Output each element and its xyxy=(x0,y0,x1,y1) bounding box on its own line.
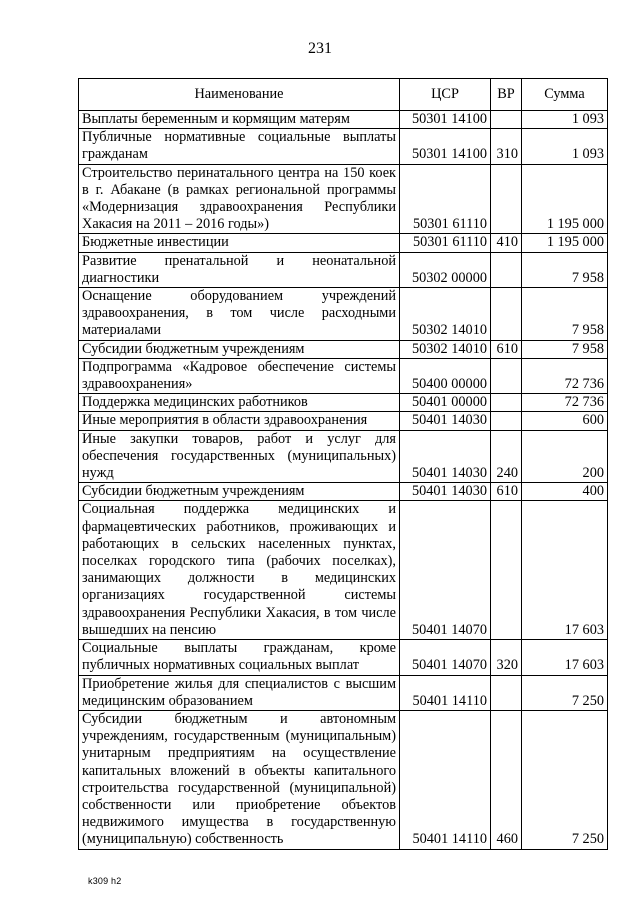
row-csr: 50401 00000 xyxy=(400,394,491,412)
row-vr xyxy=(491,394,522,412)
row-csr: 50302 14010 xyxy=(400,288,491,341)
table-row xyxy=(79,358,608,393)
row-csr: 50401 14110 xyxy=(400,710,491,849)
header-csr: ЦСР xyxy=(400,79,491,111)
row-sum: 400 xyxy=(522,483,608,501)
row-csr: 50401 14070 xyxy=(400,640,491,675)
row-vr: 410 xyxy=(491,234,522,252)
row-name: Приобретение жилья для специалистов с высшим медицинским образованием xyxy=(79,675,400,710)
row-vr: 310 xyxy=(491,129,522,164)
row-sum: 7 250 xyxy=(522,710,608,849)
row-name: Развитие пренатальной и неонатальной диагностики xyxy=(79,252,400,287)
row-vr xyxy=(491,111,522,129)
row-sum: 1 195 000 xyxy=(522,164,608,234)
row-vr: 610 xyxy=(491,340,522,358)
row-sum: 17 603 xyxy=(522,501,608,640)
header-sum: Сумма xyxy=(522,79,608,111)
row-vr: 610 xyxy=(491,483,522,501)
table-row xyxy=(79,640,608,675)
table-row xyxy=(79,129,608,164)
row-sum: 1 093 xyxy=(522,129,608,164)
row-name: Бюджетные инвестиции xyxy=(79,234,400,252)
row-csr: 50400 00000 xyxy=(400,358,491,393)
row-vr: 320 xyxy=(491,640,522,675)
row-vr xyxy=(491,252,522,287)
row-sum: 1 093 xyxy=(522,111,608,129)
footer-code: k309 h2 xyxy=(88,876,122,886)
row-csr: 50301 14100 xyxy=(400,111,491,129)
row-name: Выплаты беременным и кормящим матерям xyxy=(79,111,400,129)
row-csr: 50301 61110 xyxy=(400,234,491,252)
table-row xyxy=(79,412,608,430)
table-row xyxy=(79,483,608,501)
row-name: Субсидии бюджетным и автономным учреждениям, государственным (муниципальным) унитарным предприятиям на осуществление капитальных вложений в объекты капитального строительства государственной (муниципальной) собственности или приобретение объектов недвижимого имущества в государственную (муниципальную) собственность xyxy=(79,710,400,849)
table-row xyxy=(79,340,608,358)
table-row xyxy=(79,710,608,849)
budget-table xyxy=(78,78,608,850)
row-sum: 7 958 xyxy=(522,252,608,287)
table-row xyxy=(79,288,608,341)
row-vr xyxy=(491,675,522,710)
table-row xyxy=(79,234,608,252)
table-row xyxy=(79,430,608,483)
row-vr: 240 xyxy=(491,430,522,483)
row-csr: 50401 14110 xyxy=(400,675,491,710)
table-row xyxy=(79,675,608,710)
row-name: Социальные выплаты гражданам, кроме публичных нормативных социальных выплат xyxy=(79,640,400,675)
table-row xyxy=(79,252,608,287)
row-sum: 7 958 xyxy=(522,340,608,358)
row-name: Иные мероприятия в области здравоохранения xyxy=(79,412,400,430)
row-vr xyxy=(491,164,522,234)
header-name: Наименование xyxy=(79,79,400,111)
row-sum: 72 736 xyxy=(522,358,608,393)
row-vr xyxy=(491,358,522,393)
row-csr: 50302 14010 xyxy=(400,340,491,358)
row-csr: 50401 14030 xyxy=(400,412,491,430)
header-vr: ВР xyxy=(491,79,522,111)
table-row xyxy=(79,111,608,129)
row-sum: 7 250 xyxy=(522,675,608,710)
row-csr: 50401 14070 xyxy=(400,501,491,640)
row-vr xyxy=(491,288,522,341)
row-sum: 72 736 xyxy=(522,394,608,412)
row-name: Подпрограмма «Кадровое обеспечение системы здравоохранения» xyxy=(79,358,400,393)
table-row xyxy=(79,164,608,234)
row-name: Поддержка медицинских работников xyxy=(79,394,400,412)
row-csr: 50401 14030 xyxy=(400,430,491,483)
table-header-row xyxy=(79,79,608,111)
row-name: Оснащение оборудованием учреждений здравоохранения, в том числе расходными материалами xyxy=(79,288,400,341)
row-csr: 50401 14030 xyxy=(400,483,491,501)
row-sum: 17 603 xyxy=(522,640,608,675)
row-csr: 50301 14100 xyxy=(400,129,491,164)
row-vr xyxy=(491,501,522,640)
row-sum: 600 xyxy=(522,412,608,430)
table-row xyxy=(79,501,608,640)
row-sum: 7 958 xyxy=(522,288,608,341)
row-csr: 50302 00000 xyxy=(400,252,491,287)
row-name: Строительство перинатального центра на 150 коек в г. Абакане (в рамках региональной программы «Модернизация здравоохранения Республики Хакасия на 2011 – 2016 годы») xyxy=(79,164,400,234)
table-row xyxy=(79,394,608,412)
row-csr: 50301 61110 xyxy=(400,164,491,234)
row-name: Субсидии бюджетным учреждениям xyxy=(79,340,400,358)
row-sum: 200 xyxy=(522,430,608,483)
row-name: Социальная поддержка медицинских и фармацевтических работников, проживающих и работающих в сельских населенных пунктах, поселках городского типа (рабочих поселках), занимающих должности в медицинских организациях государственной системы здравоохранения Республики Хакасия, в том числе вышедших на пенсию xyxy=(79,501,400,640)
row-name: Субсидии бюджетным учреждениям xyxy=(79,483,400,501)
row-vr: 460 xyxy=(491,710,522,849)
page-number: 231 xyxy=(308,40,332,57)
row-name: Иные закупки товаров, работ и услуг для обеспечения государственных (муниципальных) нужд xyxy=(79,430,400,483)
row-vr xyxy=(491,412,522,430)
row-sum: 1 195 000 xyxy=(522,234,608,252)
row-name: Публичные нормативные социальные выплаты гражданам xyxy=(79,129,400,164)
